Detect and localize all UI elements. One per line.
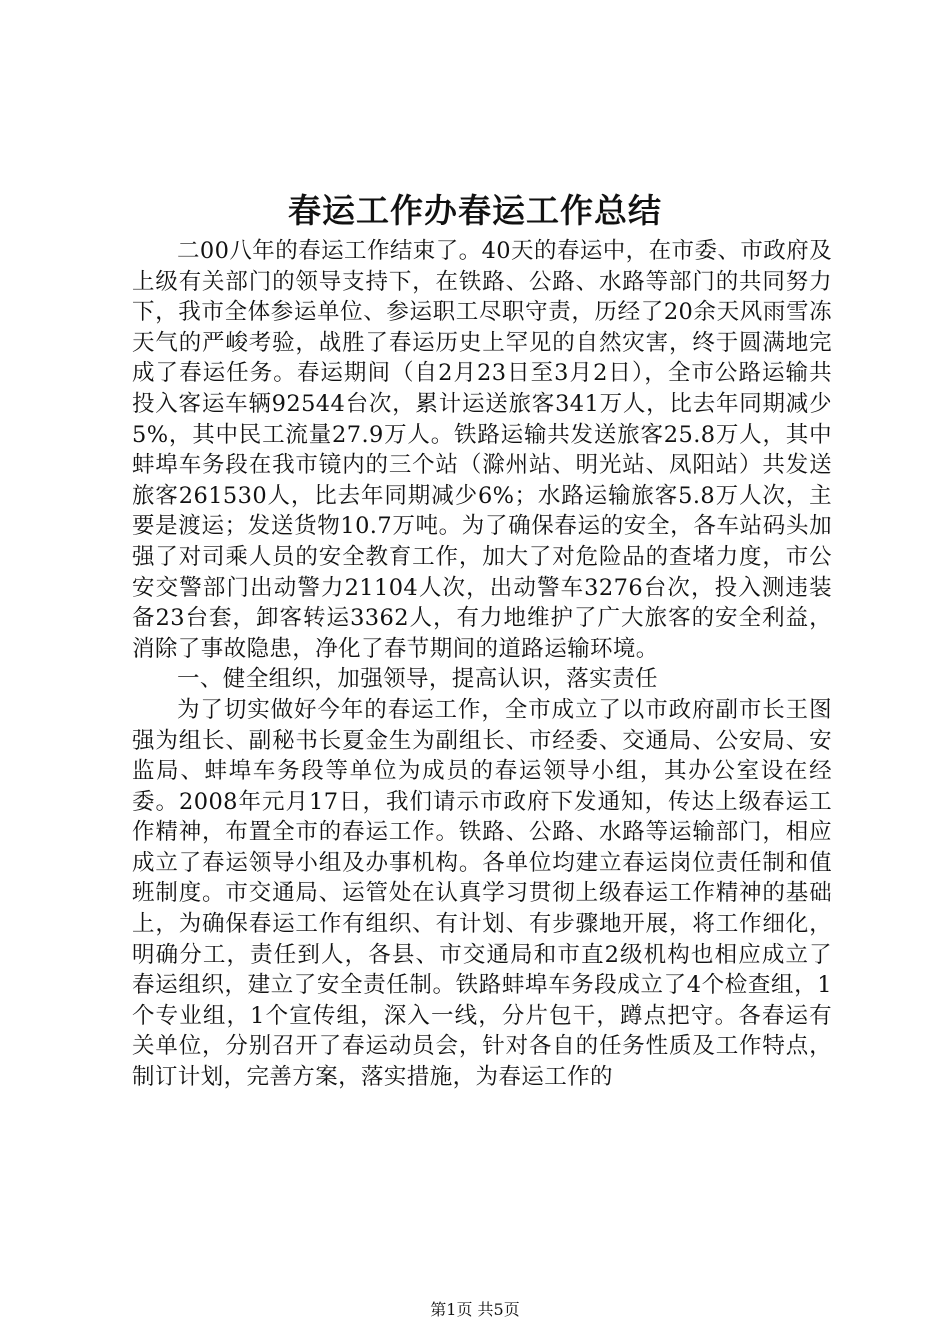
section-heading: 一、健全组织，加强领导，提高认识，落实责任 [177, 666, 658, 693]
section-paragraph: 为了切实做好今年的春运工作，全市成立了以市政府副市长王图强为组长、副秘书长夏金生为副组长、市经委、交通局、公安局、安监局、蚌埠车务段等单位为成员的春运领导小组，其办公室设在经委。2008年元月17日，我们请示市政府下发通知，传达上级春运工作精神，布置全市的春运工作。铁路、公路、水路等运输部门，相应成立了春运领导小组及办事机构。各单位均建立春运岗位责任制和值班制度。市交通局、运管处在认真学习贯彻上级春运工作精神的基础上，为确保春运工作有组织、有计划、有步骤地开展，将工作细化，明确分工，责任到人，各县、市交通局和市直2级机构也相应成立了春运组织，建立了安全责任制。铁路蚌埠车务段成立了4个检查组，1个专业组，1个宣传组，深入一线，分片包干，蹲点把守。各春运有关单位，分别召开了春运动员会，针对各自的任务性质及工作特点，制订计划，完善方案，落实措施，为春运工作的 [132, 696, 832, 1091]
intro-paragraph: 二00八年的春运工作结束了。40天的春运中，在市委、市政府及上级有关部门的领导支持下，在铁路、公路、水路等部门的共同努力下，我市全体参运单位、参运职工尽职守责，历经了20余天风雨雪冻天气的严峻考验，战胜了春运历史上罕见的自然灾害，终于圆满地完成了春运任务。春运期间（自2月23日至3月2日），全市公路运输共投入客运车辆92544台次，累计运送旅客341万人，比去年同期减少5%，其中民工流量27.9万人。铁路运输共发送旅客25.8万人，其中蚌埠车务段在我市镜内的三个站（滁州站、明光站、凤阳站）共发送旅客261530人，比去年同期减少6%；水路运输旅客5.8万人次，主要是渡运；发送货物10.7万吨。为了确保春运的安全，各车站码头加强了对司乘人员的安全教育工作，加大了对危险品的查堵力度，市公安交警部门出动警力21104人次，出动警车3276台次，投入测违装备23台套，卸客转运3362人，有力地维护了广大旅客的安全利益，消除了事故隐患，净化了春节期间的道路运输环境。 [132, 238, 832, 662]
page-footer: 第1页 共5页 [430, 1300, 520, 1319]
document-body [132, 236, 832, 1093]
document-title: 春运工作办春运工作总结 [288, 191, 662, 230]
